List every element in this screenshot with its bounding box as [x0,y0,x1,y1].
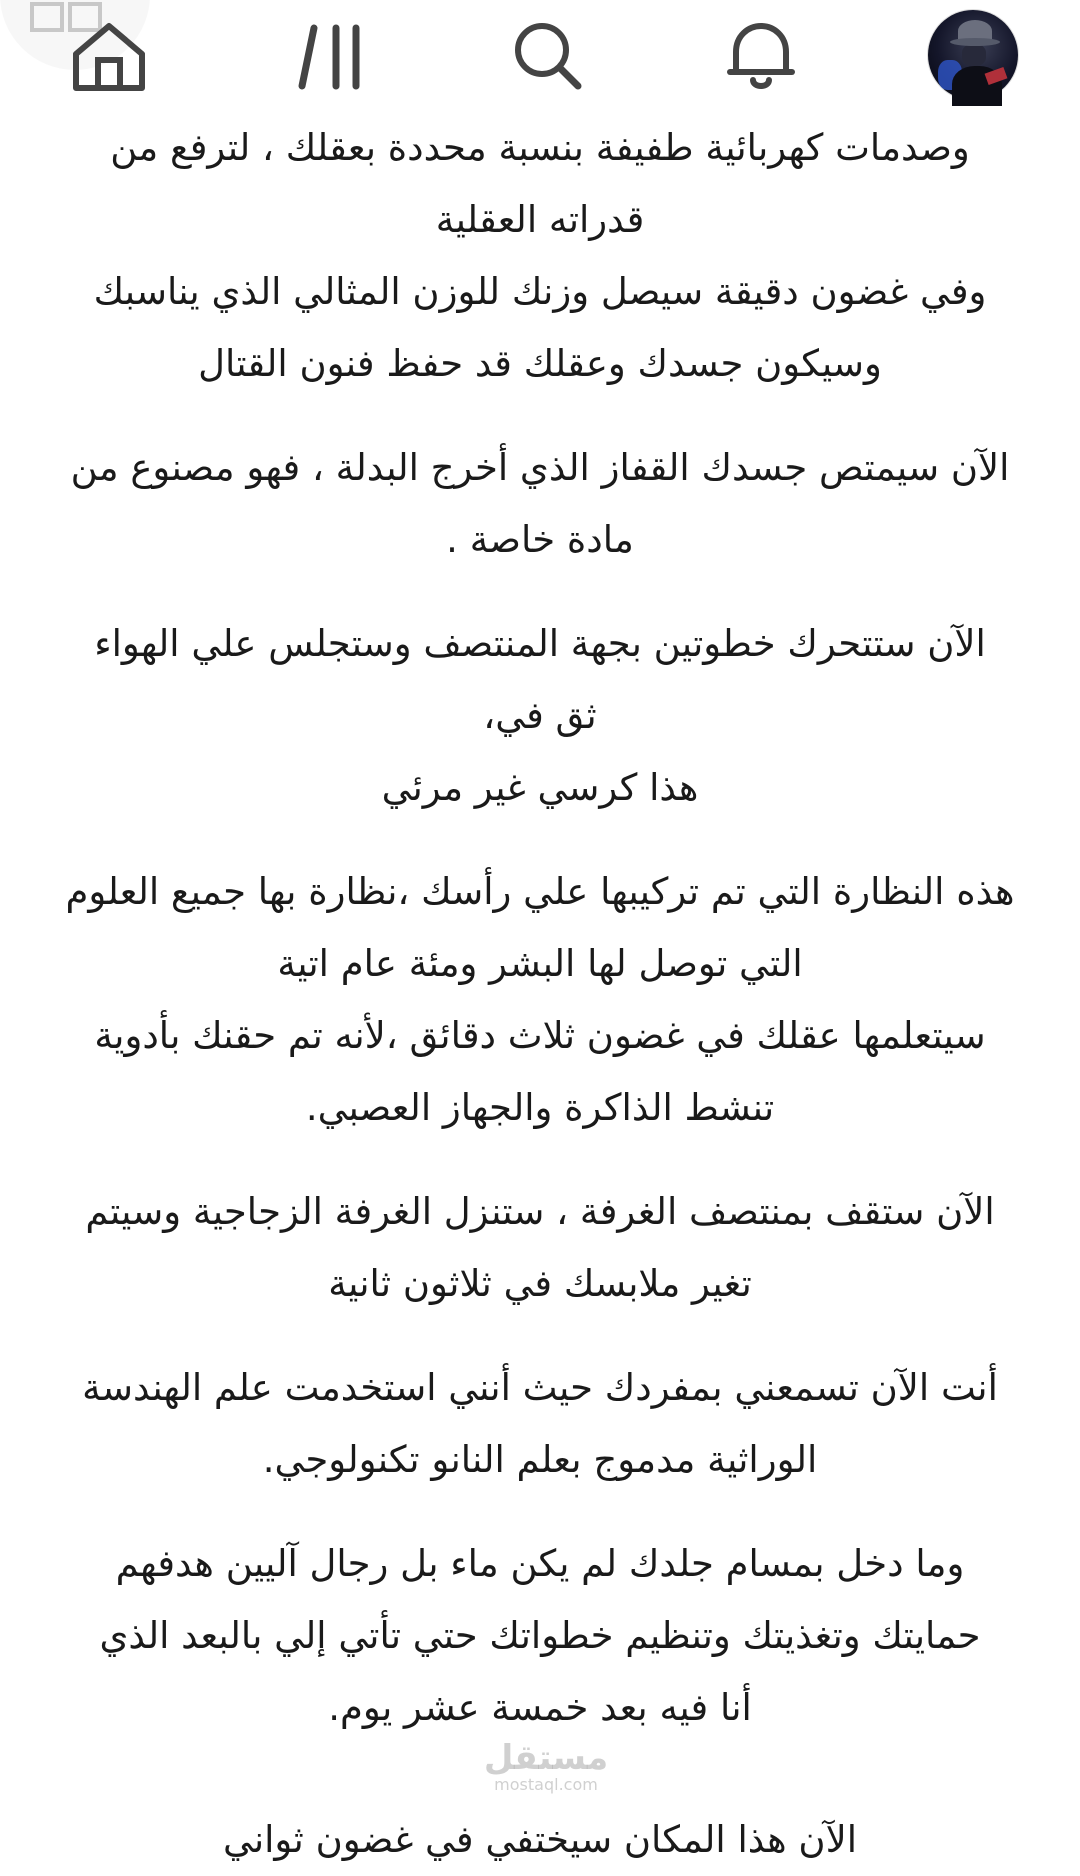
text-line: قدراته العقلية [435,198,645,241]
article-body [40,112,1040,1776]
text-line: الوراثية مدموج بعلم النانو تكنولوجي. [262,1438,818,1481]
text-line: وصدمات كهربائية طفيفة بنسبة محددة بعقلك ، لترفع من [110,126,970,169]
mostaql-watermark [476,1740,616,1794]
paragraph-1 [40,112,1040,400]
text-line: أنا فيه بعد خمسة عشر يوم. [328,1686,752,1729]
text-line: أنت الآن تسمعني بمفردك حيث أنني استخدمت علم الهندسة [82,1366,998,1409]
text-line: الآن سيمتص جسدك القفاز الذي أخرج البدلة ، فهو مصنوع من [70,446,1010,489]
library-icon[interactable] [290,14,372,96]
paragraph-7 [40,1528,1040,1744]
text-line: الآن هذا المكان سيختفي في غضون ثواني [222,1818,857,1861]
text-line: وفي غضون دقيقة سيصل وزنك للوزن المثالي الذي يناسبك [93,270,987,313]
text-line: مادة خاصة . [446,518,634,561]
paragraph-2 [40,432,1040,576]
partially-visible-line [0,1804,1080,1861]
search-icon[interactable] [506,14,588,96]
text-line: هذه النظارة التي تم تركيبها علي رأسك ،نظارة بها جميع العلوم [65,870,1015,913]
paragraph-4 [40,856,1040,1144]
text-line: ثق في، [483,694,597,737]
paragraph-5 [40,1176,1040,1320]
text-line: وسيكون جسدك وعقلك قد حفظ فنون القتال [198,342,882,385]
text-line: التي توصل لها البشر ومئة عام اتية [277,942,803,985]
home-icon[interactable] [68,14,150,96]
text-line: الآن ستتحرك خطوتين بجهة المنتصف وستجلس علي الهواء [94,622,986,665]
bell-icon[interactable] [720,14,802,96]
text-line: سيتعلمها عقلك في غضون ثلاث دقائق ،لأنه تم حقنك بأدوية [94,1014,986,1057]
text-line: حمايتك وتغذيتك وتنظيم خطواتك حتي تأتي إلي بالبعد الذي [99,1614,981,1657]
text-line: تغير ملابسك في ثلاثون ثانية [328,1262,752,1305]
user-avatar[interactable] [928,10,1018,100]
top-navigation-bar [0,0,1080,112]
text-line: الآن ستقف بمنتصف الغرفة ، ستنزل الغرفة الزجاجية وسيتم [85,1190,995,1233]
paragraph-6 [40,1352,1040,1496]
paragraph-3 [40,608,1040,824]
watermark-arabic: مستقل [483,1738,609,1778]
text-line: هذا كرسي غير مرئي [381,766,699,809]
text-line: وما دخل بمسام جلدك لم يكن ماء بل رجال آليين هدفهم [115,1542,965,1585]
text-line: تنشط الذاكرة والجهاز العصبي. [305,1086,775,1129]
watermark-latin: mostaql.com [494,1775,598,1794]
